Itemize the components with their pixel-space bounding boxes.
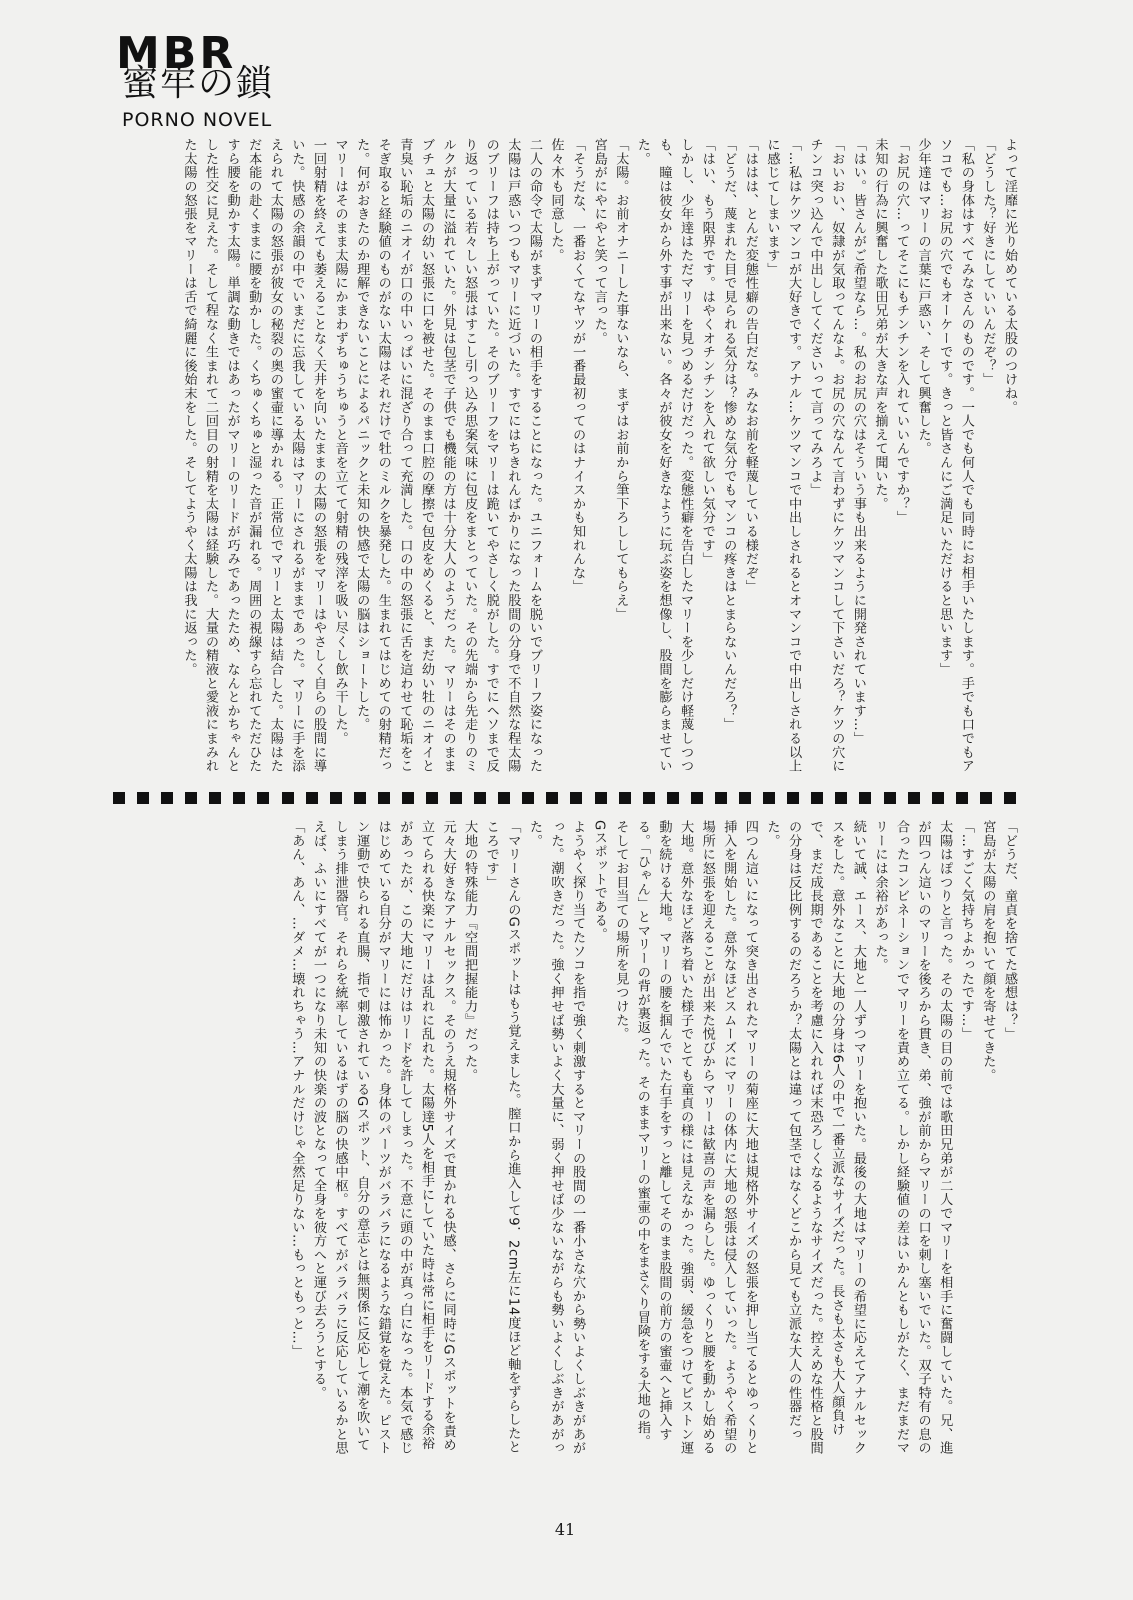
paragraph: 少年達はマリーの言葉に戸惑い、そして興奮した。: [915, 138, 931, 456]
separator-square: [570, 792, 582, 804]
logo-subtitle: PORNO NOVEL: [122, 109, 273, 131]
paragraph: 「そうだな、一番おくてなヤツが一番最初ってのはナイスかも知れんな」: [570, 138, 586, 594]
separator-square: [595, 792, 607, 804]
paragraph: 二人の命令で太陽がまずマリーの相手をすることになった。ユニフォームを脱いでブリーフ姿になった太陽は戸惑いつつもマリーに近づいた。すでにはちきれんばかりになった股間の分身で不自然な程太陽のブリーフは持ち上がっていた。そのブリーフをマリーは跪いてやさしく脱がした。すでにヘソまで反り返っている若々しい怒張はすこし引っ込み思案気味に包皮をまとっていた。その先端から先走りのミルクが大量に溢れていた。外見は包茎で子供でも機能の方は十分大人のようだった。マリーはそのままブチュと太陽の幼い怒張に口を被せた。そのまま口腔の摩擦で包皮をめくると、まだ幼い牡のニオイと青臭い恥垢のニオイが口の中いっぱいに混ざり合って充満した。口の中の怒張に舌を這わせて恥垢をこそぎ取ると経験値のものがない太陽はそれだけで牡のミルクを暴発した。生まれてはじめての射精だった。何がおきたのか理解できないことによるパニックと未知の快感で太陽の脳はショートした。: [354, 138, 542, 773]
paragraph: 「あん、あん、…ダメ…壊れちゃう…アナルだけじゃ全然足りない…もっともっと…」: [289, 820, 305, 1359]
separator-square: [884, 792, 896, 804]
paragraph: 「私の身体はすべてみなさんのものです。一人でも何人でも同時にお相手いたします。手でも口でもアソコでも…お尻の穴でもオーケーです。きっと皆さんにご満足いただけると思います」: [937, 138, 974, 773]
paragraph: 「おいおい、奴隷が気取ってんなよ。お尻の穴なんて言わずにケツマンコして下さいだろ？ケツの穴にチンコ突っ込んで中出ししてくださいって言ってみろよ」: [807, 138, 845, 773]
logo: [116, 34, 300, 132]
separator-square: [378, 792, 390, 804]
separator-square: [643, 792, 655, 804]
logo-title: MBR: [116, 34, 237, 68]
paragraph: 「お尻の穴…ってそこにもチンチンを入れていいんですか？」: [894, 138, 910, 525]
paragraph: 太陽はぽつりと言った。その太陽の目の前では歌田兄弟が二人でマリーを相手に奮闘していた。兄、進が四つん這いのマリーを後ろから貫き、弟、強が前からマリーの口を刺し塞いでいた。双子特有の息の合ったコンビネーションでマリーを責め立てる。しかし経験値の差はいかんともしがたく、まだまだマリーには余裕があった。: [872, 820, 953, 1455]
paragraph: 一回射精を終えても萎えることなく天井を向いたままの太陽の怒張をマリーはやさしく自らの股間に導いた。快感の余韻の中でいまだに忘我している太陽はマリーにされるがままであった。マリーに手を添えられて太陽の怒張が彼女の秘裂の奥の蜜壷に導かれる。正常位でマリーと太陽は結合した。太陽はただ本能の赴くままに腰を動かした。くちゅくちゅと湿った音が漏れる。周囲の視線すら忘れてただひたすら腰を動かす太陽。単調な動きではあったがマリーのリードが巧みであったため、なんとかちゃんとした性交に見えた。そして程なく生まれて二回目の射精を太陽は経験した。大量の精液と愛液にまみれた太陽の怒張をマリーは舌で綺麗に後始末をした。そしてようやく太陽は我に返った。: [181, 138, 326, 773]
paragraph: 「マリーさんのGスポットはもう覚えました。膣口から進入して9．2cm左に14度ほど軸をずらしたところです」: [483, 820, 521, 1454]
page-number: 41: [554, 1520, 576, 1539]
paragraph: Gスポットである。: [591, 820, 607, 942]
paragraph: 元々大好きなアナルセックス。そのうえ規格外サイズで貫かれる快感、さらに同時にGスポットを責め立てられる快楽にマリーは乱れに乱れた。太陽達5人を相手にしていた時は常に相手をリードする余裕があったが、この大地にだけはリードを許してしまった。不意に頭の中が真っ白になった。本気で感じはじめている自分がマリーには怖かった。身体のパーツがバラバラになるような錯覚を覚えた。ピストン運動で快られる直腸、指で刺激されているGスポット、自分の意志とは無関係に反応して潮を吹いてしまう排泄器官。それらを統率しているはずの脳の快感中枢。すべてがバラバラに反応しているかと思えば、ふいにすべてが一つになり未知の快楽の波となって全身を彼方へと運び去ろうとする。: [311, 820, 456, 1455]
logo-kanji-title: 蜜牢の鎖: [122, 63, 275, 104]
separator-square: [137, 792, 149, 804]
separator-square: [691, 792, 703, 804]
separator-square: [835, 792, 847, 804]
paragraph: 「…私はケツマンコが大好きです。アナル…ケツマンコで中出しされるとオマンコで中出しされる以上に感じてしまいます」: [764, 138, 802, 773]
separator-square: [932, 792, 944, 804]
separator-square: [426, 792, 438, 804]
paragraph: 佐々木も同意した。: [548, 138, 564, 263]
paragraph: 宮島がにやにやと笑って言った。: [591, 138, 607, 345]
separator-square: [450, 792, 462, 804]
paragraph: 「どうだ、童貞を捨てた感想は？」: [1002, 820, 1017, 1041]
separator-square: [474, 792, 486, 804]
paragraph: 「ははは、とんだ変態性癖の告白だな。みなお前を軽蔑している様だぞ」: [742, 138, 758, 594]
separator-square: [811, 792, 823, 804]
upper-text-column: [112, 138, 1020, 778]
separator-square: [667, 792, 679, 804]
separator-square: [306, 792, 318, 804]
paragraph: 「…すごく気持ちよかったです…」: [958, 820, 974, 1041]
separator-square: [257, 792, 269, 804]
paragraph: 未知の行為に興奮した歌田兄弟が大きな声を揃えて聞いた。: [872, 138, 888, 511]
paragraph: 「どうだ、蔑まれた目で見られる気分は？惨めな気分でもマンコの疼きはとまらないんだろ？」: [721, 138, 737, 732]
separator-square: [185, 792, 197, 804]
separator-square: [859, 792, 871, 804]
separator-square: [908, 792, 920, 804]
separator-square: [956, 792, 968, 804]
paragraph: 「はい。皆さんがご希望なら…。私のお尻の穴はそういう事も出来るように開発されています…」: [850, 138, 866, 746]
lower-text-column: [112, 820, 1020, 1460]
separator-square: [282, 792, 294, 804]
separator-square: [1004, 792, 1016, 804]
separator-square: [354, 792, 366, 804]
paragraph: 大地の特殊能力『空間把握能力』だった。: [462, 820, 478, 1083]
separator-square: [739, 792, 751, 804]
paragraph: 宮島が太陽の肩を抱いて顔を寄せてきた。: [980, 820, 996, 1083]
separator-square: [546, 792, 558, 804]
separator-square: [330, 792, 342, 804]
separator-square: [715, 792, 727, 804]
paragraph: 「太陽。お前オナニーした事ないなら、まずはお前から筆下ろししてもらえ」: [613, 138, 629, 621]
separator-square: [209, 792, 221, 804]
paragraph: 「はい、もう限界です。はやくオチンチンを入れて欲しい気分です」: [699, 138, 715, 566]
separator-square: [161, 792, 173, 804]
separator-square: [498, 792, 510, 804]
paragraph: 「どうした？好きにしていいんだぞ？」: [980, 138, 996, 387]
separator-square: [522, 792, 534, 804]
paragraph: よって淫靡に光り始めている太股のつけね。: [1002, 138, 1017, 414]
separator-square: [402, 792, 414, 804]
section-separator: [113, 792, 1016, 804]
separator-square: [233, 792, 245, 804]
paragraph: ようやく探り当てたソコを指で強く刺激するとマリーの股間の一番小さな穴から勢いよくしぶきがあがった。潮吹きだった。強く押せば勢いよく大量に、弱く押せば少ないながらも勢いよくしぶきがあがった。: [526, 820, 586, 1455]
paragraph: しかし、少年達はただマリーを見つめるだけだった。変態性癖を告白したマリーを少しだけ軽蔑しつつも、瞳は彼女から外す事が出来ない。各々が彼女を好きなように玩ぶ姿を想像し、股間を膨らませていた。: [634, 138, 694, 773]
separator-square: [113, 792, 125, 804]
separator-square: [980, 792, 992, 804]
separator-square: [763, 792, 775, 804]
paragraph: 続いて誠、エース、大地と一人ずつマリーを抱いた。最後の大地はマリーの希望に応えてアナルセックスをした。意外なことに大地の分身は6人の中で一番立派なサイズだった。長さも太さも大人顔負けで、まだ成長期であることを考慮に入れれば末恐ろしくなるようなサイズだった。控えめな性格と股間の分身は反比例するのだろうか？太陽とは違って包茎ではなくどこから見ても立派な大人の性器だった。: [764, 820, 866, 1455]
paragraph: マリーはそのまま太陽にかまわずちゅうちゅうと音を立てて射精の残滓を吸い尽くし飲み干した。: [332, 138, 348, 746]
separator-square: [619, 792, 631, 804]
separator-square: [787, 792, 799, 804]
paragraph: 四つん這いになって突き出されたマリーの菊座に大地は規格外サイズの怒張を押し当てるとゆっくりと挿入を開始した。意外なほどスムーズにマリーの体内に大地の怒張は侵入していった。ようやく希望の場所に怒張を迎えることが出来た悦びからマリーは歓喜の声を漏らした。ゆっくりと腰を動かし始める大地。意外なほど落ち着いた様子でとても童貞の様には見えなかった。強弱、緩急をつけてピストン運動を続ける大地。マリーの腰を掴んでいた右手をすっと離してそのまま股間の前方の蜜壷へと挿入する。「ひゃん」とマリーの背が裏返った。そのままマリーの蜜壷の中をまさぐり冒険をする大地の指。そしてお目当ての場所を見つけた。: [613, 820, 758, 1455]
